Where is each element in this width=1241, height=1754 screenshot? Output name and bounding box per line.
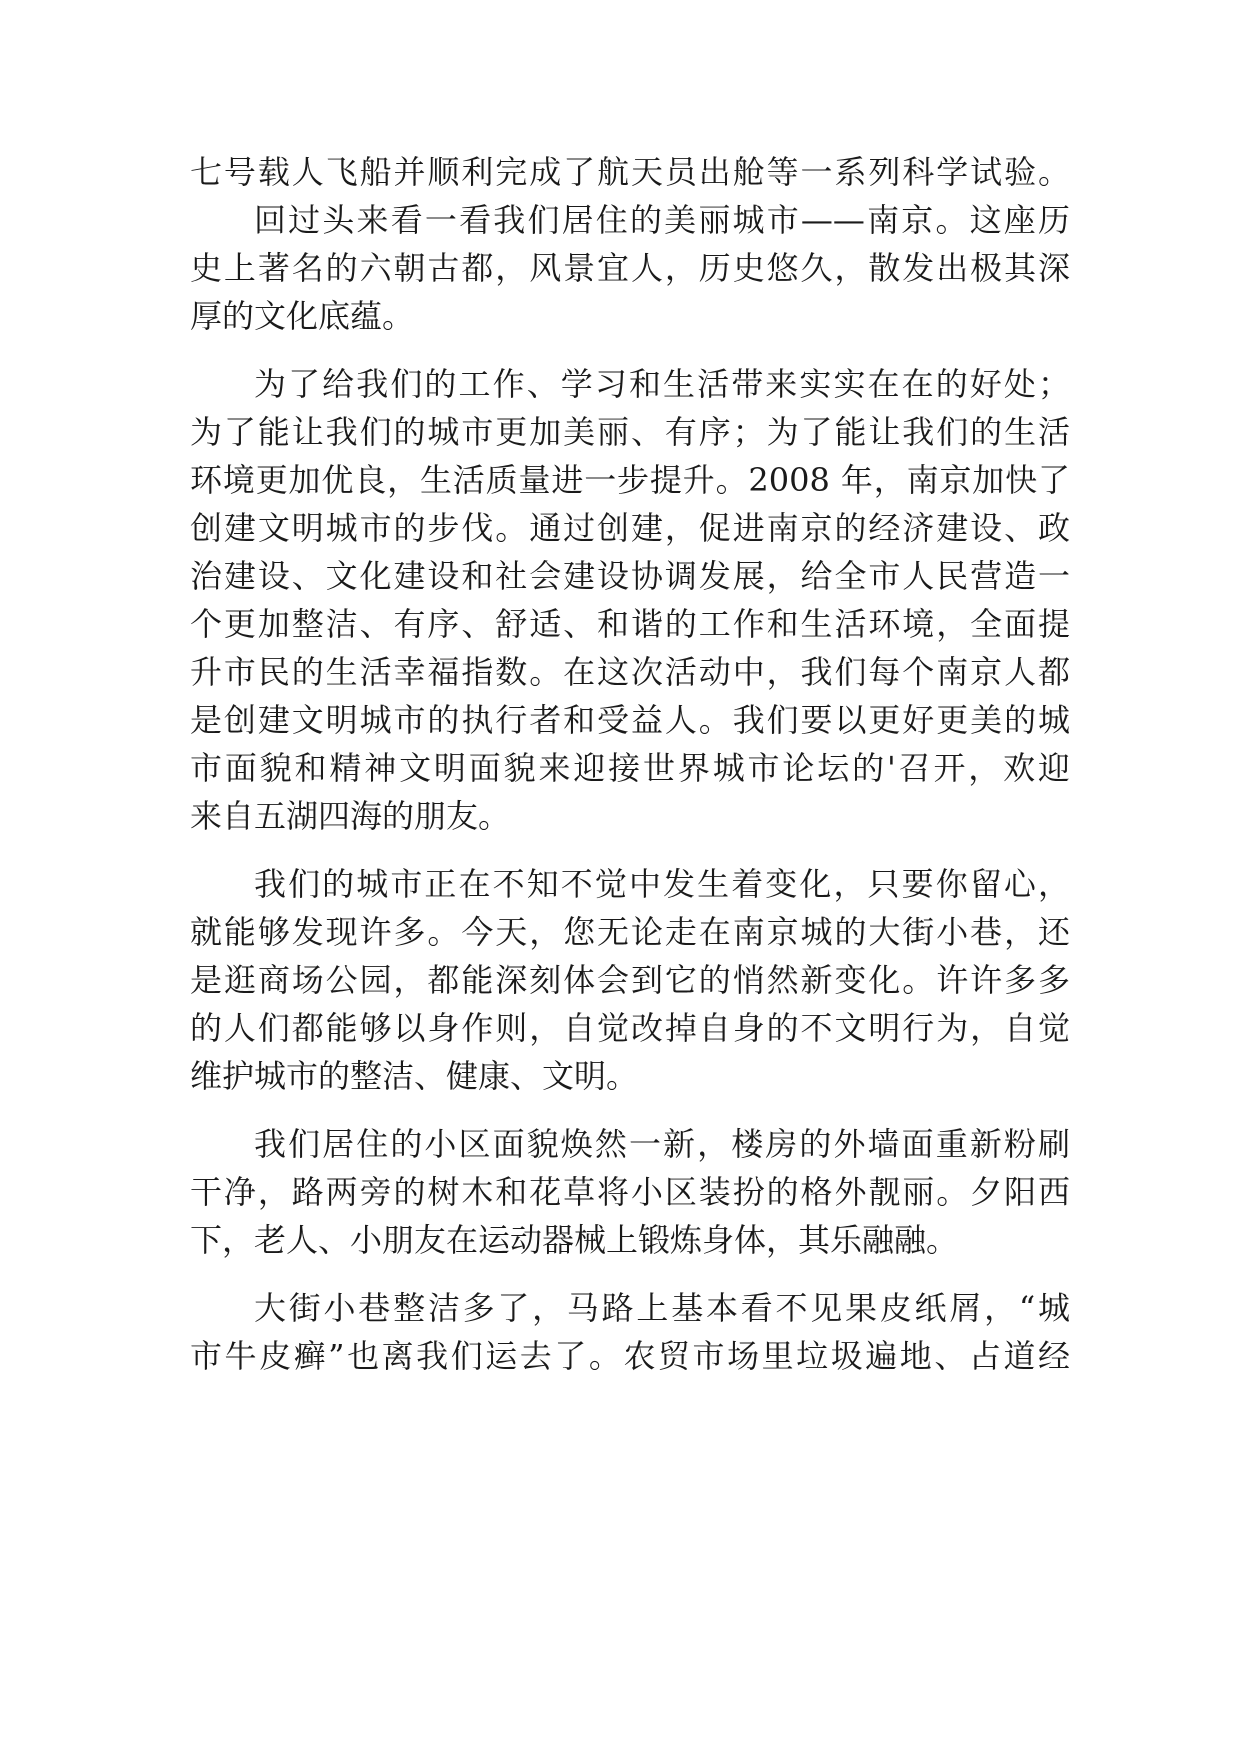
text-line: 环境更加优良，生活质量进一步提升。2008 年，南京加快了	[190, 461, 1070, 499]
text-line: 是逛商场公园，都能深刻体会到它的悄然新变化。许许多多	[190, 961, 1070, 999]
paragraph-first-line: 我们的城市正在不知不觉中发生着变化，只要你留心，	[254, 865, 1070, 903]
paragraph-first-line: 我们居住的小区面貌焕然一新，楼房的外墙面重新粉刷	[254, 1125, 1070, 1163]
text-line: 治建设、文化建设和社会建设协调发展，给全市人民营造一	[190, 557, 1070, 595]
text-line: 市面貌和精神文明面貌来迎接世界城市论坛的'召开，欢迎	[190, 749, 1070, 787]
text-line: 史上著名的六朝古都，风景宜人，历史悠久，散发出极其深	[190, 249, 1070, 287]
paragraph-last-line: 厚的文化底蕴。	[190, 297, 415, 335]
text-line: 为了能让我们的城市更加美丽、有序；为了能让我们的生活	[190, 413, 1070, 451]
text-line: 七号载人飞船并顺利完成了航天员出舱等一系列科学试验。	[190, 153, 1070, 191]
text-line: 个更加整洁、有序、舒适、和谐的工作和生活环境，全面提	[190, 605, 1070, 643]
paragraph-last-line: 下，老人、小朋友在运动器械上锻炼身体，其乐融融。	[190, 1221, 959, 1259]
paragraph-first-line: 回过头来看一看我们居住的美丽城市——南京。这座历	[254, 201, 1070, 239]
paragraph-first-line: 大街小巷整洁多了，马路上基本看不见果皮纸屑，“城	[254, 1289, 1070, 1327]
text-line: 是创建文明城市的执行者和受益人。我们要以更好更美的城	[190, 701, 1070, 739]
text-line: 就能够发现许多。今天，您无论走在南京城的大街小巷，还	[190, 913, 1070, 951]
text-line: 升市民的生活幸福指数。在这次活动中，我们每个南京人都	[190, 653, 1070, 691]
text-line: 创建文明城市的步伐。通过创建，促进南京的经济建设、政	[190, 509, 1070, 547]
text-line: 干净，路两旁的树木和花草将小区装扮的格外靓丽。夕阳西	[190, 1173, 1070, 1211]
paragraph-first-line: 为了给我们的工作、学习和生活带来实实在在的好处；	[254, 365, 1070, 403]
paragraph-last-line: 维护城市的整洁、健康、文明。	[190, 1057, 639, 1095]
paragraph-last-line: 来自五湖四海的朋友。	[190, 797, 511, 835]
text-line: 市牛皮癣”也离我们运去了。农贸市场里垃圾遍地、占道经	[190, 1337, 1070, 1375]
text-line: 的人们都能够以身作则，自觉改掉自身的不文明行为，自觉	[190, 1009, 1070, 1047]
